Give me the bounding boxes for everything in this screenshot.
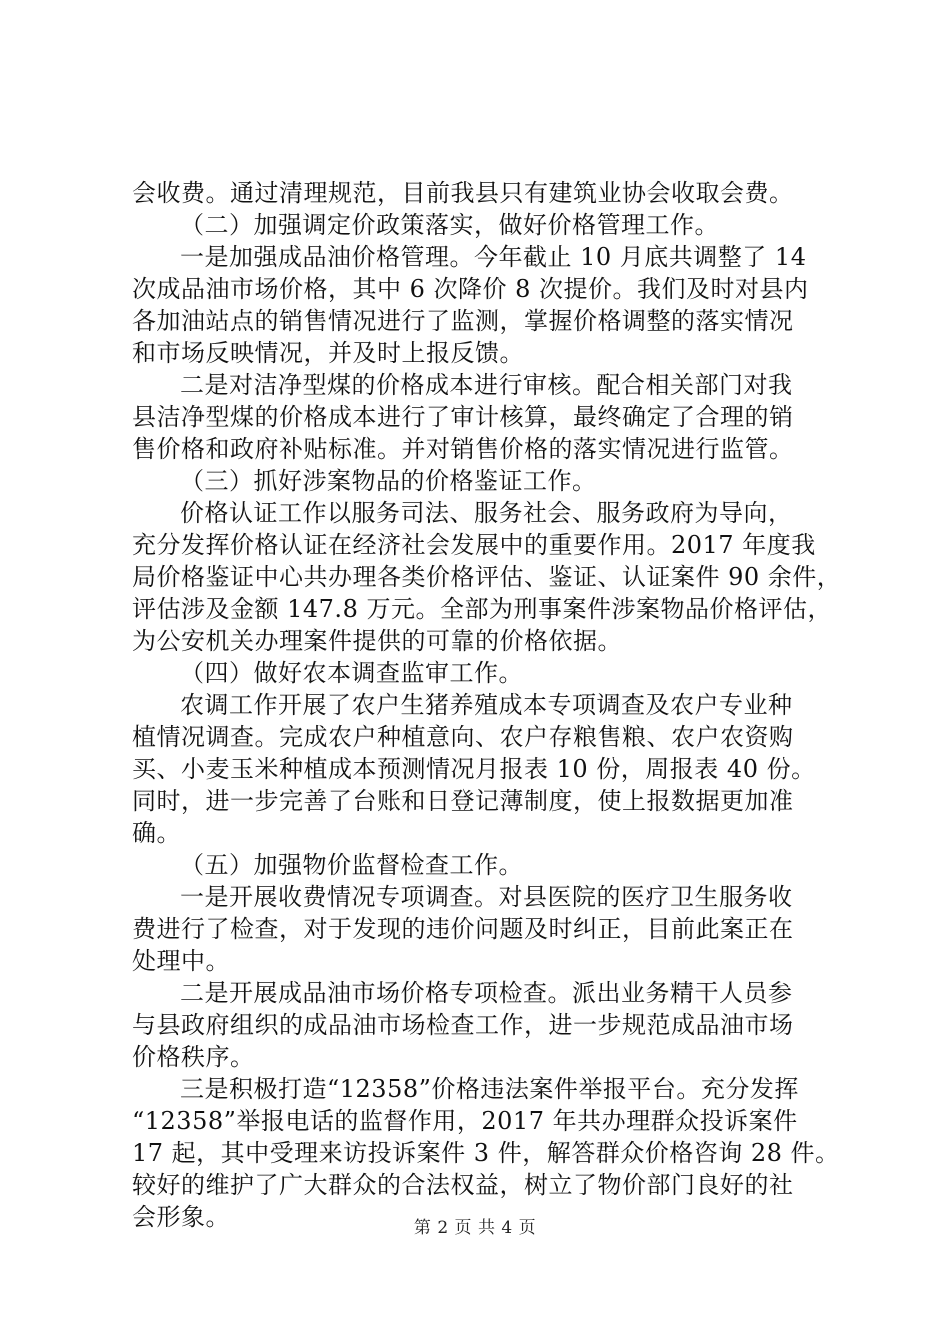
section-heading-4: （四）做好农本调查监审工作。 (180, 659, 523, 687)
text-line: 会形象。 (132, 1203, 230, 1231)
text-line: 价格秩序。 (132, 1043, 255, 1071)
text-line: 县洁净型煤的价格成本进行了审计核算，最终确定了合理的销 (132, 403, 794, 431)
text-line: 买、小麦玉米种植成本预测情况月报表 10 份，周报表 40 份。 (132, 755, 816, 783)
text-line: 价格认证工作以服务司法、服务社会、服务政府为导向， (180, 499, 793, 527)
text-line: 同时，进一步完善了台账和日登记薄制度，使上报数据更加准 (132, 787, 794, 815)
text-line: 确。 (132, 819, 181, 847)
section-heading-2: （二）加强调定价政策落实，做好价格管理工作。 (180, 211, 719, 239)
text-line: 次成品油市场价格，其中 6 次降价 8 次提价。我们及时对县内 (132, 275, 809, 303)
text-line: 17 起，其中受理来访投诉案件 3 件，解答群众价格咨询 28 件。 (132, 1139, 840, 1167)
page-footer: 第 2 页 共 4 页 (413, 1218, 537, 1238)
text-line: 植情况调查。完成农户种植意向、农户存粮售粮、农户农资购 (132, 723, 794, 751)
text-line: 较好的维护了广大群众的合法权益，树立了物价部门良好的社 (132, 1171, 794, 1199)
text-line: 为公安机关办理案件提供的可靠的价格依据。 (132, 627, 622, 655)
section-heading-3: （三）抓好涉案物品的价格鉴证工作。 (180, 467, 597, 495)
section-heading-5: （五）加强物价监督检查工作。 (180, 851, 523, 879)
text-line: 农调工作开展了农户生猪养殖成本专项调查及农户专业种 (180, 691, 793, 719)
text-line: 各加油站点的销售情况进行了监测，掌握价格调整的落实情况 (132, 307, 794, 335)
text-line: 评估涉及金额 147.8 万元。全部为刑事案件涉案物品价格评估， (132, 595, 832, 623)
text-line: 一是加强成品油价格管理。今年截止 10 月底共调整了 14 (180, 243, 807, 271)
text-line: 二是开展成品油市场价格专项检查。派出业务精干人员参 (180, 979, 793, 1007)
text-line: 和市场反映情况，并及时上报反馈。 (132, 339, 524, 367)
text-line: “12358”举报电话的监督作用，2017 年共办理群众投诉案件 (132, 1107, 798, 1135)
text-line: 与县政府组织的成品油市场检查工作，进一步规范成品油市场 (132, 1011, 794, 1039)
text-line: 二是对洁净型煤的价格成本进行审核。配合相关部门对我 (180, 371, 793, 399)
text-line: 一是开展收费情况专项调查。对县医院的医疗卫生服务收 (180, 883, 793, 911)
text-line: 会收费。通过清理规范，目前我县只有建筑业协会收取会费。 (132, 179, 794, 207)
text-line: 局价格鉴证中心共办理各类价格评估、鉴证、认证案件 90 余件， (132, 563, 842, 591)
text-line: 充分发挥价格认证在经济社会发展中的重要作用。2017 年度我 (132, 531, 816, 559)
text-line: 售价格和政府补贴标准。并对销售价格的落实情况进行监管。 (132, 435, 794, 463)
text-line: 三是积极打造“12358”价格违法案件举报平台。充分发挥 (180, 1075, 799, 1103)
text-line: 处理中。 (132, 947, 230, 975)
text-line: 费进行了检查，对于发现的违价问题及时纠正，目前此案正在 (132, 915, 794, 943)
